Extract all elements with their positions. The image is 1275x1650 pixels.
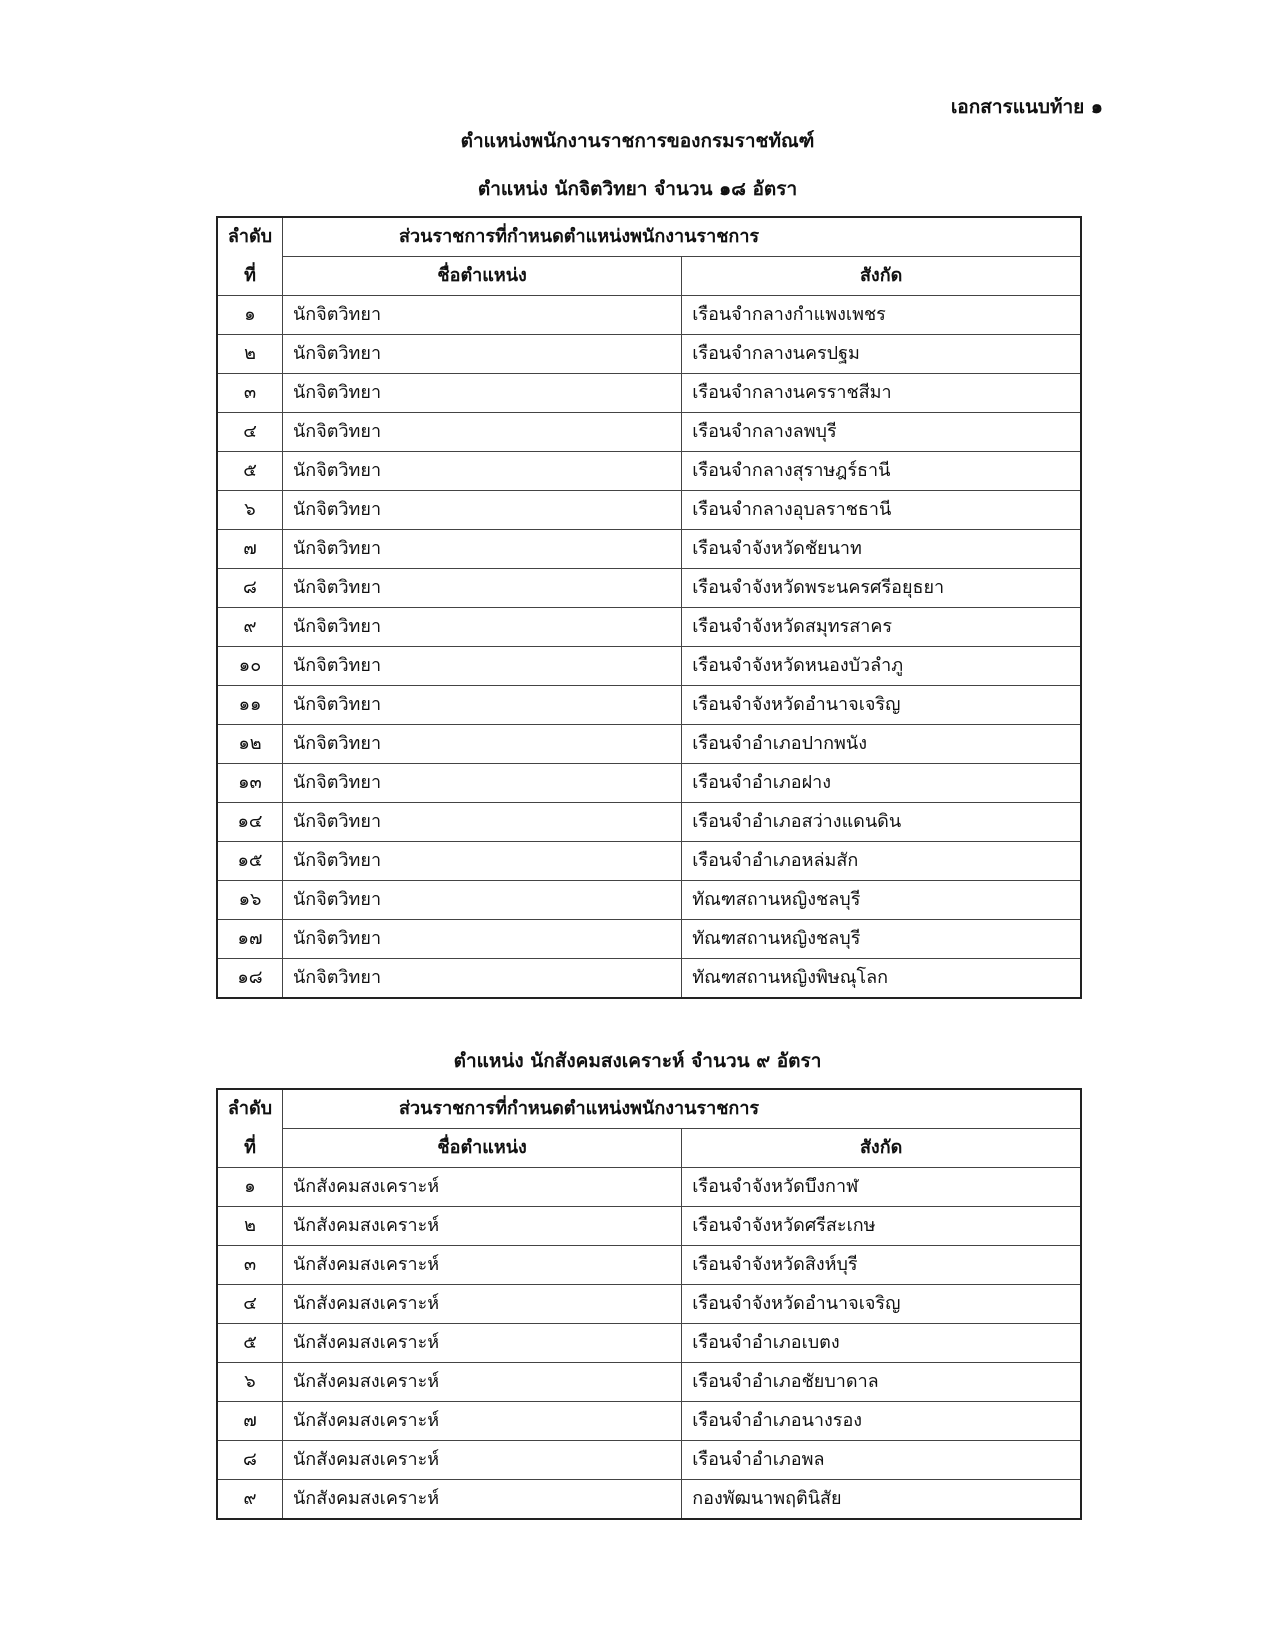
row-number: ๔ — [217, 1285, 283, 1324]
row-number: ๑ — [217, 296, 283, 335]
table-row — [217, 1285, 1081, 1324]
table-row — [217, 803, 1081, 842]
row-number: ๕ — [217, 1324, 283, 1363]
row-position: นักจิตวิทยา — [283, 608, 682, 647]
row-position: นักสังคมสงเคราะห์ — [283, 1402, 682, 1441]
row-position: นักจิตวิทยา — [283, 452, 682, 491]
row-affiliation: ทัณฑสถานหญิงพิษณุโลก — [682, 959, 1081, 999]
table-row — [217, 881, 1081, 920]
row-position: นักสังคมสงเคราะห์ — [283, 1480, 682, 1520]
row-position: นักสังคมสงเคราะห์ — [283, 1207, 682, 1246]
table-subheader-row — [217, 257, 1081, 296]
table-header-row — [217, 1089, 1081, 1129]
row-position: นักสังคมสงเคราะห์ — [283, 1441, 682, 1480]
row-position: นักสังคมสงเคราะห์ — [283, 1363, 682, 1402]
table-row — [217, 335, 1081, 374]
row-position: นักจิตวิทยา — [283, 725, 682, 764]
row-position: นักจิตวิทยา — [283, 959, 682, 999]
row-number: ๑ — [217, 1168, 283, 1207]
row-number: ๒ — [217, 1207, 283, 1246]
row-affiliation: เรือนจำอำเภอพล — [682, 1441, 1081, 1480]
table-row — [217, 452, 1081, 491]
header-no-line2: ที่ — [217, 257, 283, 296]
table-row — [217, 1324, 1081, 1363]
header-position: ชื่อตำแหน่ง — [283, 257, 682, 296]
table-row — [217, 569, 1081, 608]
annex-label: เอกสารแนบท้าย ๑ — [950, 96, 1103, 118]
row-position: นักจิตวิทยา — [283, 803, 682, 842]
row-number: ๑๓ — [217, 764, 283, 803]
row-position: นักสังคมสงเคราะห์ — [283, 1324, 682, 1363]
row-affiliation: กองพัฒนาพฤตินิสัย — [682, 1480, 1081, 1520]
row-position: นักจิตวิทยา — [283, 413, 682, 452]
row-number: ๘ — [217, 1441, 283, 1480]
row-number: ๑๒ — [217, 725, 283, 764]
table-row — [217, 1168, 1081, 1207]
row-affiliation: เรือนจำจังหวัดพระนครศรีอยุธยา — [682, 569, 1081, 608]
row-position: นักสังคมสงเคราะห์ — [283, 1246, 682, 1285]
row-number: ๔ — [217, 413, 283, 452]
table-row — [217, 491, 1081, 530]
header-agency-group: ส่วนราชการที่กำหนดตำแหน่งพนักงานราชการ — [283, 1089, 1082, 1129]
row-number: ๖ — [217, 491, 283, 530]
psychologist-table — [216, 216, 1082, 999]
row-number: ๗ — [217, 530, 283, 569]
header-no-line1: ลำดับ — [217, 1089, 283, 1129]
header-position: ชื่อตำแหน่ง — [283, 1129, 682, 1168]
row-number: ๗ — [217, 1402, 283, 1441]
header-no-line1: ลำดับ — [217, 217, 283, 257]
row-affiliation: เรือนจำอำเภอสว่างแดนดิน — [682, 803, 1081, 842]
row-number: ๘ — [217, 569, 283, 608]
row-position: นักจิตวิทยา — [283, 530, 682, 569]
row-affiliation: เรือนจำกลางลพบุรี — [682, 413, 1081, 452]
row-affiliation: เรือนจำอำเภอชัยบาดาล — [682, 1363, 1081, 1402]
row-number: ๑๑ — [217, 686, 283, 725]
table-row — [217, 1441, 1081, 1480]
row-number: ๑๘ — [217, 959, 283, 999]
row-affiliation: เรือนจำกลางนครราชสีมา — [682, 374, 1081, 413]
row-affiliation: เรือนจำกลางสุราษฎร์ธานี — [682, 452, 1081, 491]
row-affiliation: เรือนจำอำเภอนางรอง — [682, 1402, 1081, 1441]
row-position: นักสังคมสงเคราะห์ — [283, 1285, 682, 1324]
header-affiliation: สังกัด — [682, 1129, 1081, 1168]
row-affiliation: เรือนจำจังหวัดศรีสะเกษ — [682, 1207, 1081, 1246]
table-row — [217, 764, 1081, 803]
header-no-line2: ที่ — [217, 1129, 283, 1168]
table-row — [217, 1207, 1081, 1246]
row-affiliation: เรือนจำจังหวัดสมุทรสาคร — [682, 608, 1081, 647]
table-row — [217, 725, 1081, 764]
row-position: นักจิตวิทยา — [283, 569, 682, 608]
row-position: นักจิตวิทยา — [283, 374, 682, 413]
row-number: ๕ — [217, 452, 283, 491]
row-affiliation: เรือนจำกลางอุบลราชธานี — [682, 491, 1081, 530]
row-affiliation: เรือนจำกลางนครปฐม — [682, 335, 1081, 374]
document-title: ตำแหน่งพนักงานราชการของกรมราชทัณฑ์ — [460, 130, 815, 152]
row-number: ๑๐ — [217, 647, 283, 686]
row-affiliation: เรือนจำอำเภอเบตง — [682, 1324, 1081, 1363]
row-position: นักจิตวิทยา — [283, 491, 682, 530]
row-affiliation: เรือนจำจังหวัดหนองบัวลำภู — [682, 647, 1081, 686]
row-number: ๑๖ — [217, 881, 283, 920]
row-position: นักจิตวิทยา — [283, 881, 682, 920]
table-row — [217, 413, 1081, 452]
table-row — [217, 647, 1081, 686]
table-row — [217, 530, 1081, 569]
row-number: ๙ — [217, 608, 283, 647]
header-affiliation: สังกัด — [682, 257, 1081, 296]
psychologist-rows — [217, 296, 1081, 999]
row-affiliation: เรือนจำจังหวัดอำนาจเจริญ — [682, 1285, 1081, 1324]
row-position: นักจิตวิทยา — [283, 686, 682, 725]
social-worker-rows — [217, 1168, 1081, 1520]
row-number: ๓ — [217, 1246, 283, 1285]
table-row — [217, 959, 1081, 999]
table-row — [217, 920, 1081, 959]
table-row — [217, 1402, 1081, 1441]
row-affiliation: เรือนจำจังหวัดบึงกาฬ — [682, 1168, 1081, 1207]
row-number: ๒ — [217, 335, 283, 374]
row-position: นักจิตวิทยา — [283, 764, 682, 803]
row-number: ๖ — [217, 1363, 283, 1402]
row-affiliation: เรือนจำจังหวัดสิงห์บุรี — [682, 1246, 1081, 1285]
row-position: นักจิตวิทยา — [283, 842, 682, 881]
row-position: นักจิตวิทยา — [283, 647, 682, 686]
row-affiliation: เรือนจำจังหวัดอำนาจเจริญ — [682, 686, 1081, 725]
row-position: นักจิตวิทยา — [283, 296, 682, 335]
row-affiliation: เรือนจำอำเภอหล่มสัก — [682, 842, 1081, 881]
row-number: ๙ — [217, 1480, 283, 1520]
section-heading-social-worker: ตำแหน่ง นักสังคมสงเคราะห์ จำนวน ๙ อัตรา — [453, 1050, 822, 1072]
table-row — [217, 296, 1081, 335]
table-header-row — [217, 217, 1081, 257]
table-row — [217, 608, 1081, 647]
row-number: ๓ — [217, 374, 283, 413]
row-number: ๑๔ — [217, 803, 283, 842]
row-affiliation: ทัณฑสถานหญิงชลบุรี — [682, 920, 1081, 959]
table-row — [217, 1246, 1081, 1285]
table-row — [217, 842, 1081, 881]
table-row — [217, 1480, 1081, 1520]
table-row — [217, 374, 1081, 413]
section-heading-psychologist: ตำแหน่ง นักจิตวิทยา จำนวน ๑๘ อัตรา — [477, 178, 798, 200]
row-affiliation: เรือนจำอำเภอฝาง — [682, 764, 1081, 803]
table-row — [217, 1363, 1081, 1402]
row-affiliation: เรือนจำจังหวัดชัยนาท — [682, 530, 1081, 569]
social-worker-table — [216, 1088, 1082, 1520]
header-agency-group: ส่วนราชการที่กำหนดตำแหน่งพนักงานราชการ — [283, 217, 1082, 257]
row-affiliation: ทัณฑสถานหญิงชลบุรี — [682, 881, 1081, 920]
row-affiliation: เรือนจำอำเภอปากพนัง — [682, 725, 1081, 764]
table-subheader-row — [217, 1129, 1081, 1168]
row-position: นักสังคมสงเคราะห์ — [283, 1168, 682, 1207]
table-row — [217, 686, 1081, 725]
row-position: นักจิตวิทยา — [283, 920, 682, 959]
row-number: ๑๗ — [217, 920, 283, 959]
row-affiliation: เรือนจำกลางกำแพงเพชร — [682, 296, 1081, 335]
row-position: นักจิตวิทยา — [283, 335, 682, 374]
row-number: ๑๕ — [217, 842, 283, 881]
